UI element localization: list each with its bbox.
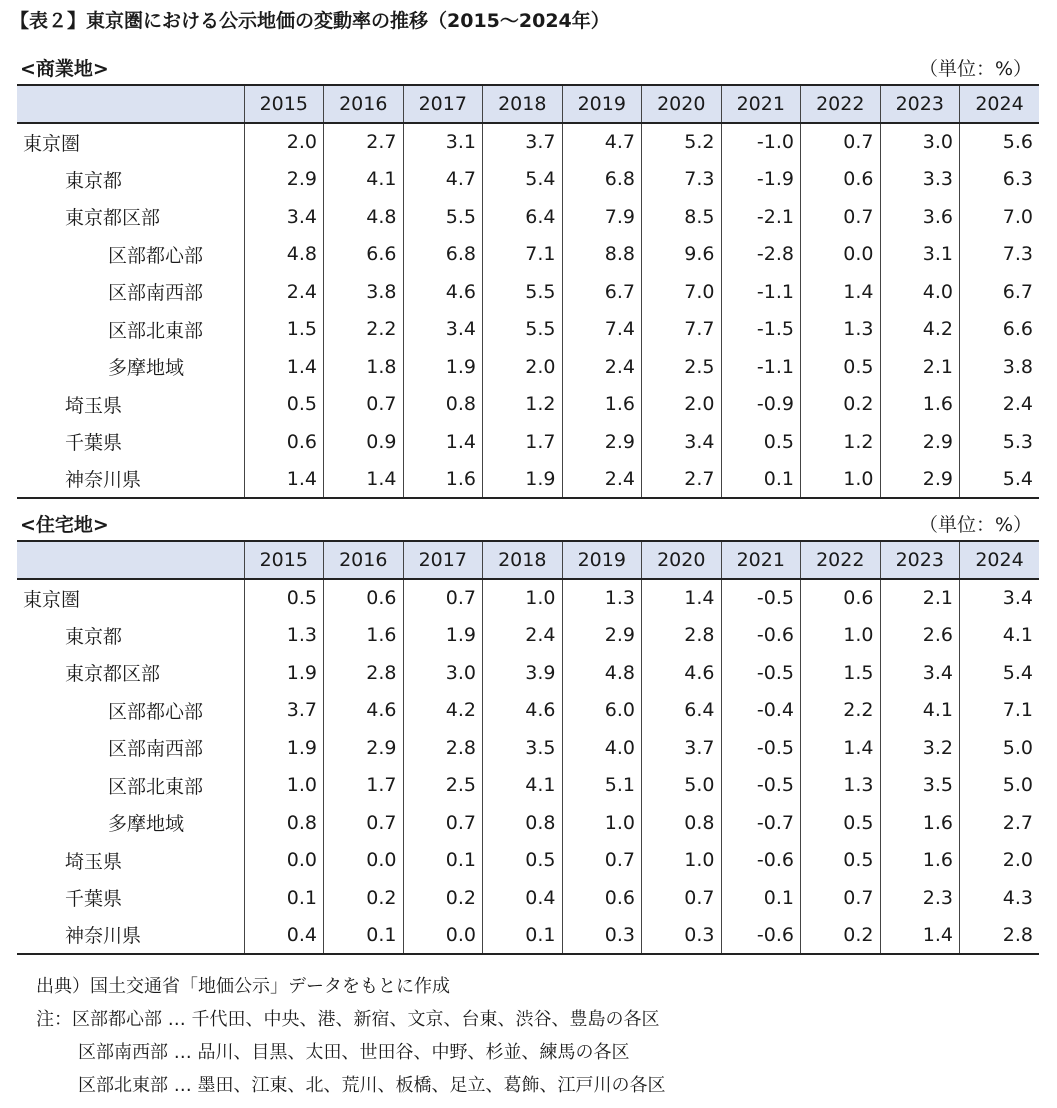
year-header: 2022 (801, 85, 881, 123)
value-cell: 3.2 (880, 729, 960, 767)
value-cell: 2.5 (403, 767, 483, 805)
value-cell: 0.8 (403, 386, 483, 424)
table-row (17, 198, 1039, 236)
value-cell: 3.9 (483, 654, 563, 692)
value-cell: 1.2 (483, 386, 563, 424)
value-cell: 6.4 (483, 198, 563, 236)
section-header-commercial (20, 50, 1038, 80)
value-cell: 3.5 (880, 767, 960, 805)
row-label: 埼玉県 (65, 850, 123, 873)
value-cell: 0.7 (403, 804, 483, 842)
value-cell: 7.0 (642, 273, 722, 311)
value-cell: 4.7 (562, 123, 642, 161)
value-cell: 5.5 (483, 273, 563, 311)
value-cell: 3.7 (483, 123, 563, 161)
source-note: 出典）国土交通省「地価公示」データをもとに作成 (36, 976, 450, 997)
row-label: 東京都 (65, 625, 123, 648)
value-cell: 2.5 (642, 348, 722, 386)
value-cell: 4.7 (403, 161, 483, 199)
value-cell: 0.2 (801, 386, 881, 424)
value-cell: 1.0 (562, 804, 642, 842)
value-cell: 5.0 (642, 767, 722, 805)
value-cell: 6.8 (562, 161, 642, 199)
value-cell: -1.1 (721, 348, 801, 386)
value-cell: 7.1 (483, 236, 563, 274)
value-cell: 6.7 (562, 273, 642, 311)
value-cell: 1.8 (324, 348, 404, 386)
value-cell: 0.0 (244, 842, 324, 880)
value-cell: 3.4 (880, 654, 960, 692)
row-label: 東京都 (65, 169, 123, 192)
value-cell: 0.5 (801, 348, 881, 386)
value-cell: 6.8 (403, 236, 483, 274)
year-header: 2015 (244, 541, 324, 579)
table-row (17, 654, 1039, 692)
value-cell: 4.2 (880, 311, 960, 349)
value-cell: 0.8 (642, 804, 722, 842)
table-row (17, 692, 1039, 730)
value-cell: 2.1 (880, 348, 960, 386)
row-label: 東京都区部 (65, 207, 161, 230)
note-line (36, 1036, 665, 1069)
year-header: 2023 (880, 541, 960, 579)
year-header: 2023 (880, 85, 960, 123)
value-cell: 2.1 (880, 579, 960, 617)
value-cell: 3.4 (244, 198, 324, 236)
value-cell: 3.7 (244, 692, 324, 730)
value-cell: 1.4 (801, 729, 881, 767)
row-label: 埼玉県 (65, 394, 123, 417)
year-header: 2016 (324, 541, 404, 579)
value-cell: 0.5 (244, 386, 324, 424)
value-cell: 0.1 (403, 842, 483, 880)
value-cell: 1.3 (801, 767, 881, 805)
value-cell: 0.7 (801, 198, 881, 236)
row-label: 区部都心部 (108, 700, 204, 723)
note-line (36, 1069, 665, 1102)
value-cell: 3.4 (403, 311, 483, 349)
table-row (17, 879, 1039, 917)
value-cell: 1.0 (483, 579, 563, 617)
row-label: 区部北東部 (108, 319, 204, 342)
value-cell: 3.5 (483, 729, 563, 767)
value-cell: 1.9 (244, 729, 324, 767)
page-title: 【表２】東京圏における公示地価の変動率の推移（2015～2024年） (10, 10, 610, 32)
value-cell: 0.2 (403, 879, 483, 917)
value-cell: 0.0 (324, 842, 404, 880)
value-cell: 6.3 (960, 161, 1040, 199)
table-row (17, 461, 1039, 499)
value-cell: 2.9 (562, 617, 642, 655)
value-cell: 1.4 (244, 461, 324, 499)
value-cell: 4.1 (324, 161, 404, 199)
value-cell: 0.0 (801, 236, 881, 274)
value-cell: 1.0 (801, 617, 881, 655)
note-text: 区部都心部 … 千代田、中央、港、新宿、文京、台東、渋谷、豊島の各区 (72, 1009, 660, 1030)
value-cell: 2.4 (483, 617, 563, 655)
value-cell: 0.2 (324, 879, 404, 917)
value-cell: 2.0 (244, 123, 324, 161)
value-cell: 1.6 (880, 842, 960, 880)
value-cell: 1.6 (324, 617, 404, 655)
value-cell: 4.1 (880, 692, 960, 730)
value-cell: 0.6 (801, 579, 881, 617)
value-cell: 0.9 (324, 423, 404, 461)
unit-label: （単位：%） (918, 514, 1032, 536)
value-cell: -0.9 (721, 386, 801, 424)
value-cell: 1.0 (244, 767, 324, 805)
value-cell: 3.6 (880, 198, 960, 236)
value-cell: 4.6 (324, 692, 404, 730)
value-cell: 5.0 (960, 767, 1040, 805)
table-row (17, 161, 1039, 199)
value-cell: 1.5 (801, 654, 881, 692)
value-cell: 1.4 (324, 461, 404, 499)
value-cell: 0.7 (403, 579, 483, 617)
value-cell: 4.6 (403, 273, 483, 311)
value-cell: 2.8 (642, 617, 722, 655)
value-cell: 5.5 (403, 198, 483, 236)
value-cell: 3.8 (960, 348, 1040, 386)
value-cell: 1.6 (880, 804, 960, 842)
value-cell: 2.2 (324, 311, 404, 349)
table-row (17, 123, 1039, 161)
value-cell: 5.0 (960, 729, 1040, 767)
value-cell: 4.2 (403, 692, 483, 730)
value-cell: 7.4 (562, 311, 642, 349)
section-header-residential (20, 506, 1038, 536)
note-text: 区部北東部 … 墨田、江東、北、荒川、板橋、足立、葛飾、江戸川の各区 (78, 1075, 666, 1096)
value-cell: 3.7 (642, 729, 722, 767)
value-cell: 2.3 (880, 879, 960, 917)
value-cell: 5.1 (562, 767, 642, 805)
value-cell: 0.6 (801, 161, 881, 199)
value-cell: 3.4 (642, 423, 722, 461)
value-cell: 3.4 (960, 579, 1040, 617)
value-cell: -2.1 (721, 198, 801, 236)
value-cell: 1.0 (642, 842, 722, 880)
value-cell: 5.5 (483, 311, 563, 349)
value-cell: 7.3 (642, 161, 722, 199)
residential-land-table (17, 540, 1039, 955)
value-cell: 7.9 (562, 198, 642, 236)
value-cell: -0.4 (721, 692, 801, 730)
table-row (17, 917, 1039, 955)
value-cell: 1.9 (244, 654, 324, 692)
value-cell: 2.8 (324, 654, 404, 692)
value-cell: 0.1 (324, 917, 404, 955)
table-row (17, 348, 1039, 386)
row-label: 千葉県 (65, 432, 123, 455)
value-cell: 0.5 (721, 423, 801, 461)
value-cell: 8.8 (562, 236, 642, 274)
value-cell: 1.9 (483, 461, 563, 499)
value-cell: 1.7 (483, 423, 563, 461)
header-blank-cell (17, 85, 244, 123)
value-cell: 0.8 (483, 804, 563, 842)
value-cell: -1.9 (721, 161, 801, 199)
value-cell: 2.4 (562, 461, 642, 499)
row-label: 区部都心部 (108, 244, 204, 267)
value-cell: 2.9 (244, 161, 324, 199)
value-cell: 2.4 (562, 348, 642, 386)
value-cell: 4.6 (483, 692, 563, 730)
value-cell: 4.0 (562, 729, 642, 767)
value-cell: 2.8 (403, 729, 483, 767)
value-cell: 0.7 (562, 842, 642, 880)
value-cell: 4.0 (880, 273, 960, 311)
table-row (17, 423, 1039, 461)
year-header: 2018 (483, 541, 563, 579)
table-row (17, 311, 1039, 349)
value-cell: 0.1 (721, 461, 801, 499)
value-cell: 1.0 (801, 461, 881, 499)
header-row (17, 541, 1039, 579)
value-cell: 2.4 (244, 273, 324, 311)
value-cell: 2.0 (642, 386, 722, 424)
unit-label: （単位：%） (918, 58, 1032, 80)
value-cell: 2.7 (324, 123, 404, 161)
value-cell: 5.4 (960, 654, 1040, 692)
value-cell: 0.3 (642, 917, 722, 955)
value-cell: 0.7 (801, 879, 881, 917)
value-cell: 0.6 (324, 579, 404, 617)
value-cell: 0.3 (562, 917, 642, 955)
value-cell: 6.7 (960, 273, 1040, 311)
year-header: 2015 (244, 85, 324, 123)
year-header: 2017 (403, 85, 483, 123)
value-cell: 4.8 (244, 236, 324, 274)
value-cell: 0.5 (483, 842, 563, 880)
value-cell: -0.6 (721, 917, 801, 955)
row-label: 東京圏 (23, 588, 81, 611)
value-cell: 0.7 (642, 879, 722, 917)
value-cell: 3.8 (324, 273, 404, 311)
note-text: 区部南西部 … 品川、目黒、太田、世田谷、中野、杉並、練馬の各区 (78, 1042, 630, 1063)
row-label: 多摩地域 (108, 813, 185, 836)
value-cell: 4.1 (483, 767, 563, 805)
value-cell: -1.1 (721, 273, 801, 311)
value-cell: 2.6 (880, 617, 960, 655)
year-header: 2020 (642, 541, 722, 579)
note-prefix: 注： (36, 1009, 72, 1030)
value-cell: 1.5 (244, 311, 324, 349)
value-cell: -1.5 (721, 311, 801, 349)
value-cell: 4.1 (960, 617, 1040, 655)
year-header: 2018 (483, 85, 563, 123)
value-cell: -0.7 (721, 804, 801, 842)
value-cell: 0.7 (324, 804, 404, 842)
value-cell: -0.5 (721, 767, 801, 805)
row-label: 区部南西部 (108, 282, 204, 305)
value-cell: 2.9 (324, 729, 404, 767)
value-cell: 0.6 (562, 879, 642, 917)
value-cell: -0.6 (721, 842, 801, 880)
value-cell: 1.4 (403, 423, 483, 461)
value-cell: 1.4 (880, 917, 960, 955)
year-header: 2022 (801, 541, 881, 579)
table-row (17, 236, 1039, 274)
value-cell: 5.4 (483, 161, 563, 199)
value-cell: 5.2 (642, 123, 722, 161)
row-label: 東京都区部 (65, 663, 161, 686)
value-cell: 0.1 (721, 879, 801, 917)
section-name: <商業地> (20, 58, 109, 80)
year-header: 2021 (721, 541, 801, 579)
value-cell: 1.9 (403, 617, 483, 655)
row-label: 東京圏 (23, 132, 81, 155)
value-cell: 0.5 (244, 579, 324, 617)
header-blank-cell (17, 541, 244, 579)
value-cell: 1.3 (562, 579, 642, 617)
value-cell: 0.7 (324, 386, 404, 424)
value-cell: 1.7 (324, 767, 404, 805)
value-cell: 0.8 (244, 804, 324, 842)
year-header: 2024 (960, 541, 1040, 579)
value-cell: 2.9 (562, 423, 642, 461)
value-cell: 1.3 (801, 311, 881, 349)
value-cell: 2.8 (960, 917, 1040, 955)
value-cell: 1.6 (403, 461, 483, 499)
value-cell: 7.0 (960, 198, 1040, 236)
value-cell: 5.3 (960, 423, 1040, 461)
row-label: 千葉県 (65, 888, 123, 911)
value-cell: 5.4 (960, 461, 1040, 499)
value-cell: 8.5 (642, 198, 722, 236)
value-cell: 4.8 (562, 654, 642, 692)
value-cell: 1.3 (244, 617, 324, 655)
value-cell: 1.6 (880, 386, 960, 424)
value-cell: -0.5 (721, 579, 801, 617)
year-header: 2017 (403, 541, 483, 579)
year-header: 2021 (721, 85, 801, 123)
value-cell: 4.8 (324, 198, 404, 236)
row-label: 多摩地域 (108, 357, 185, 380)
value-cell: 2.2 (801, 692, 881, 730)
row-label: 区部南西部 (108, 738, 204, 761)
table-row (17, 767, 1039, 805)
value-cell: 2.9 (880, 461, 960, 499)
value-cell: -0.5 (721, 729, 801, 767)
value-cell: 3.0 (880, 123, 960, 161)
row-label: 区部北東部 (108, 775, 204, 798)
year-header: 2020 (642, 85, 722, 123)
commercial-land-table (17, 84, 1039, 499)
value-cell: 0.5 (801, 842, 881, 880)
value-cell: 1.4 (244, 348, 324, 386)
value-cell: 2.9 (880, 423, 960, 461)
value-cell: 2.0 (960, 842, 1040, 880)
value-cell: 3.0 (403, 654, 483, 692)
value-cell: 6.4 (642, 692, 722, 730)
value-cell: -2.8 (721, 236, 801, 274)
value-cell: 3.3 (880, 161, 960, 199)
value-cell: 0.1 (483, 917, 563, 955)
value-cell: 0.4 (244, 917, 324, 955)
value-cell: -1.0 (721, 123, 801, 161)
value-cell: 7.3 (960, 236, 1040, 274)
row-label: 神奈川県 (17, 461, 244, 499)
value-cell: 7.1 (960, 692, 1040, 730)
section-name: <住宅地> (20, 514, 109, 536)
value-cell: 0.0 (403, 917, 483, 955)
value-cell: 1.2 (801, 423, 881, 461)
header-row (17, 85, 1039, 123)
footnotes (36, 970, 665, 1102)
table-row (17, 804, 1039, 842)
value-cell: 0.5 (801, 804, 881, 842)
value-cell: 2.7 (960, 804, 1040, 842)
value-cell: 0.4 (483, 879, 563, 917)
year-header: 2016 (324, 85, 404, 123)
table-row (17, 842, 1039, 880)
value-cell: 6.0 (562, 692, 642, 730)
value-cell: 2.7 (642, 461, 722, 499)
value-cell: 1.6 (562, 386, 642, 424)
value-cell: 2.0 (483, 348, 563, 386)
value-cell: 0.7 (801, 123, 881, 161)
value-cell: 6.6 (324, 236, 404, 274)
table-row (17, 386, 1039, 424)
value-cell: 2.4 (960, 386, 1040, 424)
value-cell: 1.4 (801, 273, 881, 311)
value-cell: 1.9 (403, 348, 483, 386)
value-cell: 0.2 (801, 917, 881, 955)
value-cell: -0.5 (721, 654, 801, 692)
value-cell: 0.6 (244, 423, 324, 461)
value-cell: -0.6 (721, 617, 801, 655)
value-cell: 6.6 (960, 311, 1040, 349)
value-cell: 5.6 (960, 123, 1040, 161)
value-cell: 3.1 (403, 123, 483, 161)
note-line (36, 1003, 665, 1036)
table-row (17, 729, 1039, 767)
value-cell: 9.6 (642, 236, 722, 274)
table-row (17, 579, 1039, 617)
value-cell: 4.3 (960, 879, 1040, 917)
year-header: 2019 (562, 85, 642, 123)
table-row (17, 617, 1039, 655)
table-row (17, 273, 1039, 311)
value-cell: 1.4 (642, 579, 722, 617)
value-cell: 3.1 (880, 236, 960, 274)
year-header: 2019 (562, 541, 642, 579)
value-cell: 4.6 (642, 654, 722, 692)
row-label: 神奈川県 (17, 917, 244, 955)
year-header: 2024 (960, 85, 1040, 123)
value-cell: 7.7 (642, 311, 722, 349)
value-cell: 0.1 (244, 879, 324, 917)
